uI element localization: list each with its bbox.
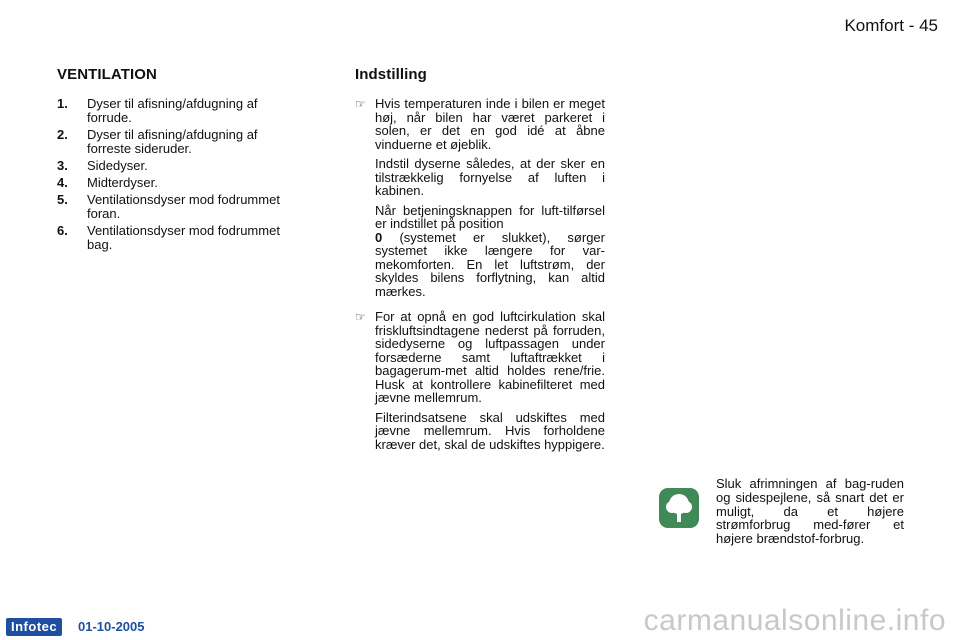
- ventilation-title: VENTILATION: [57, 66, 157, 83]
- tip-text: Sluk afrimningen af bag-ruden og sidespejlene, så snart det er muligt, da et højere strømforbrug med-fører et højere brændstof-forbrug.: [716, 476, 904, 547]
- list-item-text: Ventilationsdyser mod fodrummet foran.: [87, 192, 280, 221]
- position-value: 0: [375, 229, 383, 245]
- indstilling-title: Indstilling: [355, 66, 427, 83]
- list-item-text: Dyser til afisning/afdugning af forreste sideruder.: [87, 127, 258, 156]
- list-item-text: Sidedyser.: [87, 158, 148, 173]
- bullet-item-circulation: [355, 310, 605, 457]
- pointing-hand-icon: ☞: [355, 97, 366, 111]
- list-item-number: 2.: [57, 127, 68, 142]
- paragraph: Filterindsatsene skal udskiftes med jævne mellemrum. Hvis forholdene kræver det, skal de udskiftes hyppigere.: [375, 409, 605, 452]
- pointing-hand-icon: ☞: [355, 310, 366, 324]
- list-item: [57, 128, 305, 156]
- indstilling-section: [355, 66, 605, 463]
- page-header: Komfort - 45: [844, 16, 938, 35]
- list-item: [57, 176, 305, 190]
- list-item-number: 4.: [57, 175, 68, 190]
- watermark: carmanualsonline.info: [643, 604, 946, 637]
- list-item-number: 1.: [57, 96, 68, 111]
- list-item-number: 3.: [57, 158, 68, 173]
- list-item-text: Midterdyser.: [87, 175, 158, 190]
- list-item: [57, 224, 305, 252]
- list-item: [57, 97, 305, 125]
- paragraph: For at opnå en god luftcirkulation skal friskluftsindtagene nederst på forruden, sidedyserne og luftpassagen under forsæderne samt luftaftrækket i bagagerum-met altid holdes rene/frie. Husk at kontrollere kabinefilteret med jævne mellemrum.: [375, 309, 605, 405]
- paragraph-text: Når betjeningsknappen for luft-tilførsel er indstillet på position: [375, 202, 605, 231]
- list-item: [57, 159, 305, 173]
- list-item-text: Ventilationsdyser mod fodrummet bag.: [87, 223, 280, 252]
- list-item-text: Dyser til afisning/afdugning af forrude.: [87, 96, 258, 125]
- list-item-number: 6.: [57, 223, 68, 238]
- ventilation-list: [57, 97, 305, 252]
- bullet-body: [375, 97, 605, 304]
- bullet-body: [375, 310, 605, 457]
- paragraph: Indstil dyserne således, at der sker en tilstrækkelig fornyelse af luften i kabinen.: [375, 156, 605, 198]
- footer-date: 01-10-2005: [78, 619, 145, 634]
- bullet-item-temperature: [355, 97, 605, 304]
- list-item-number: 5.: [57, 192, 68, 207]
- list-item: [57, 193, 305, 221]
- infotec-logo: Infotec: [6, 618, 62, 636]
- paragraph: Hvis temperaturen inde i bilen er meget høj, når bilen har været parkeret i solen, er det en god idé at åbne vinduerne et øjeblik.: [375, 96, 605, 152]
- paragraph-text: (systemet er slukket), sørger systemet ikke længere for var-mekomforten. En let luftstrøm, der skyldes bilens forflytning, kan altid mærkes.: [375, 229, 605, 299]
- paragraph: [375, 204, 605, 299]
- ventilation-section: [57, 66, 305, 255]
- tree-icon: [659, 488, 699, 528]
